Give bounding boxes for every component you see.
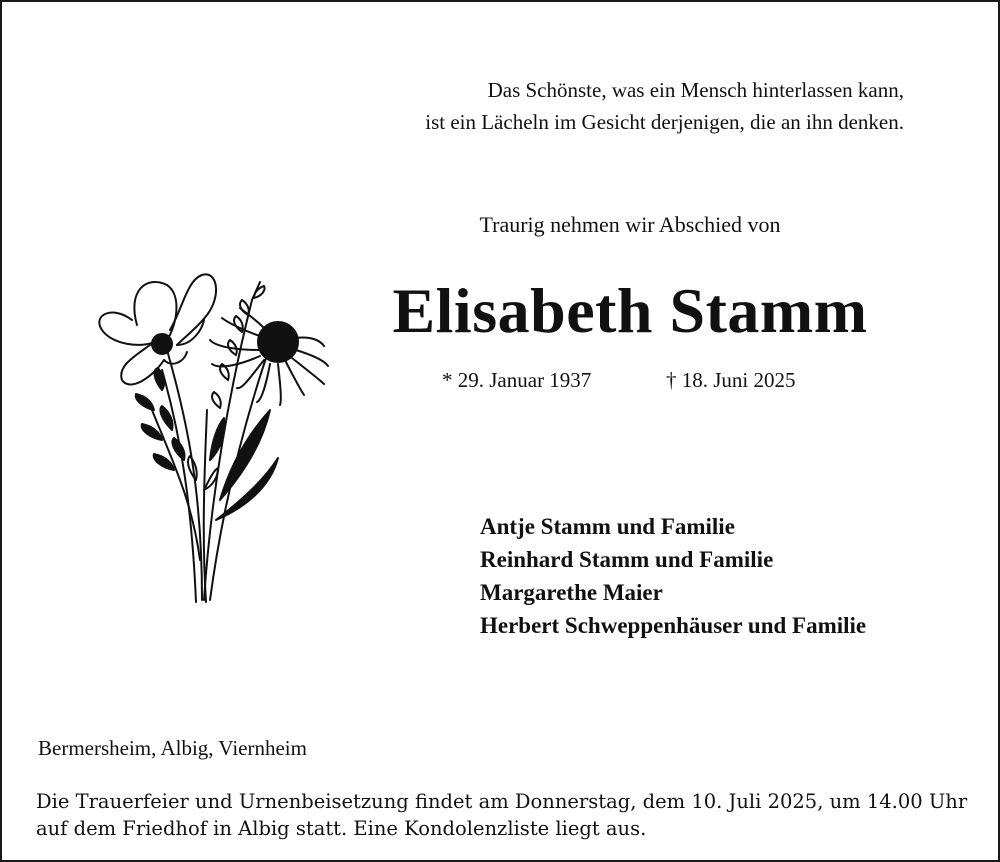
quote-line-2: ist ein Lächeln im Gesicht derjenigen, die an ihn denken. (425, 110, 904, 134)
quote-line-1: Das Schönste, was ein Mensch hinterlassen kann, (487, 78, 904, 102)
mourner-4: Herbert Schweppenhäuser und Familie (480, 613, 867, 638)
funeral-line-1: Die Trauerfeier und Urnenbeisetzung findet am Donnerstag, dem 10. Juli 2025, um 14.00 Uhr (36, 790, 968, 813)
flower-bouquet-icon (92, 260, 342, 610)
memorial-quote (425, 74, 904, 138)
mourners-list (480, 510, 866, 642)
funeral-details (36, 788, 967, 842)
places-line: Bermersheim, Albig, Viernheim (38, 736, 307, 760)
mourner-2: Reinhard Stamm und Familie (480, 547, 774, 572)
funeral-line-2: auf dem Friedhof in Albig statt. Eine Kondolenzliste liegt aus. (36, 817, 647, 840)
death-date: † 18. Juni 2025 (666, 368, 796, 392)
mourner-3: Margarethe Maier (480, 580, 663, 605)
birth-date: * 29. Januar 1937 (442, 368, 592, 392)
deceased-name: Elisabeth Stamm (392, 275, 868, 346)
mourner-1: Antje Stamm und Familie (480, 514, 735, 539)
farewell-intro: Traurig nehmen wir Abschied von (479, 212, 781, 237)
